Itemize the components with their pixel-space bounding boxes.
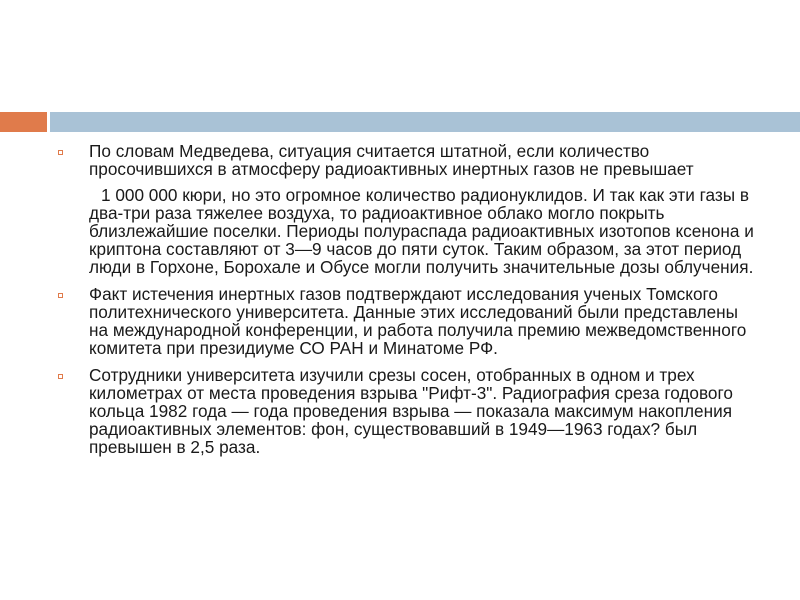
- bullet-item: [56, 142, 756, 276]
- square-bullet-icon: [58, 293, 63, 298]
- square-bullet-icon: [58, 150, 63, 155]
- bullet-text: Сотрудники университета изучили срезы сосен, отобранных в одном и трех километрах от места проведения взрыва "Рифт-3". Радиография среза годового кольца 1982 года — года проведения взрыва — показала максимум накопления радиоактивных элементов: фон, существовавший в 1949—1963 годах? был превышен в 2,5 раза.: [89, 365, 733, 457]
- header-accent-bar: [0, 112, 47, 132]
- bullet-item: [56, 285, 756, 357]
- bullet-continuation-text: 1 000 000 кюри, но это огромное количество радионуклидов. И так как эти газы в два-три раза тяжелее воздуха, то радиоактивное облако могло покрыть близлежайшие поселки. Периоды полураспада радиоактивных изотопов ксенона и криптона составляют от 3—9 часов до пяти суток. Таким образом, за этот период люди в Горхоне, Борохале и Обусе могли получить значительные дозы облучения.: [89, 185, 754, 277]
- header-bar: [50, 112, 800, 132]
- bullet-text: По словам Медведева, ситуация считается штатной, если количество просочившихся в атмосферу радиоактивных инертных газов не превышает: [89, 141, 694, 179]
- bullet-text: Факт истечения инертных газов подтверждают исследования ученых Томского политехнического университета. Данные этих исследований были представлены на международной конференции, и работа получила премию межведомственного комитета при президиуме СО РАН и Минатоме РФ.: [89, 284, 747, 358]
- bullet-item: [56, 366, 756, 456]
- square-bullet-icon: [58, 374, 63, 379]
- slide-body: [56, 142, 756, 456]
